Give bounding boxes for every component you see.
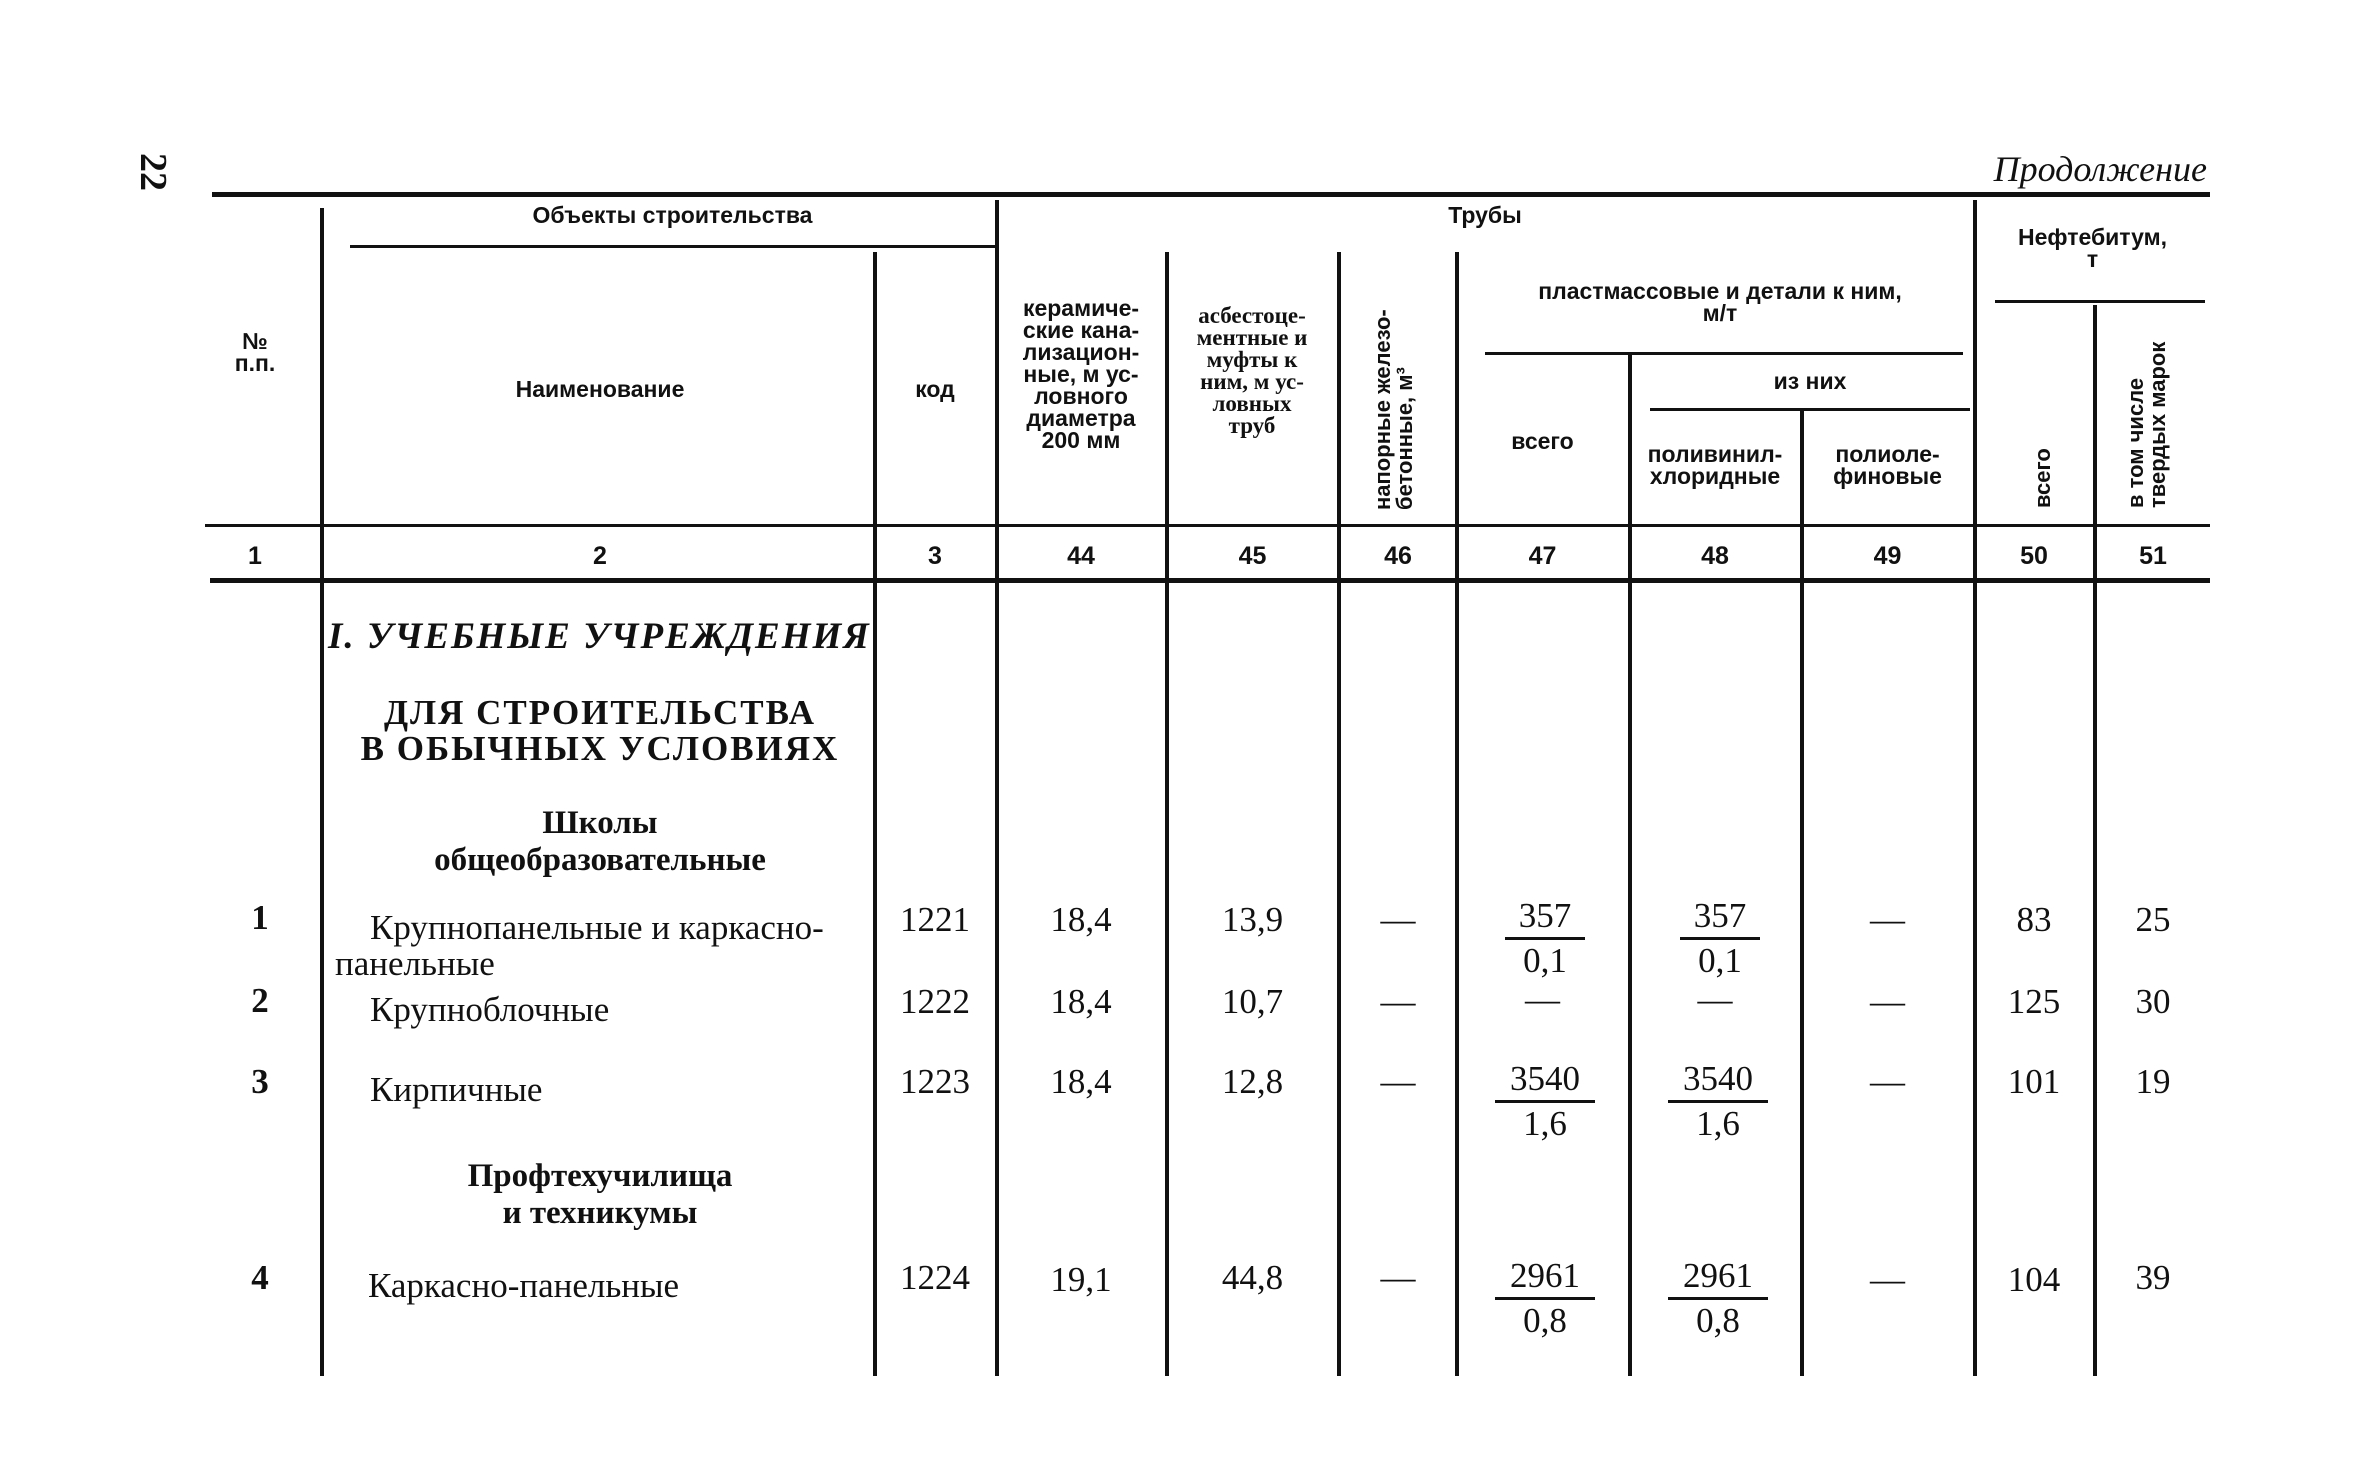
- header-pipes-group: Трубы: [1448, 202, 1522, 228]
- col-number-50: 50: [2020, 542, 2048, 570]
- cell-ceramic: 19,1: [1050, 1260, 1112, 1299]
- col-number-47: 47: [1528, 542, 1557, 570]
- col-number-1: 1: [248, 542, 262, 570]
- cell-bitumen-hard: 19: [2135, 1062, 2171, 1101]
- cell-plastic-total: [1495, 1058, 1595, 1145]
- col-divider-2: [873, 252, 877, 1376]
- col-number-44: 44: [1067, 542, 1095, 570]
- col-number-3: 3: [928, 542, 942, 570]
- cell-ceramic: 18,4: [1050, 1062, 1112, 1101]
- col-number-45: 45: [1238, 542, 1267, 570]
- col-divider-4: [1165, 252, 1169, 1376]
- cell-bitumen-hard: 39: [2135, 1258, 2171, 1297]
- fraction-mass: 1,6: [1696, 1104, 1740, 1143]
- cell-polyolefin: —: [1870, 1062, 1905, 1101]
- numbers-bottom-rule: [210, 578, 2210, 583]
- fraction-length: 357: [1505, 895, 1585, 940]
- header-ceramic: керамиче- ские кана- лизацион- ные, м ус- ловного диаметра 200 мм: [1022, 295, 1140, 453]
- row-name: Крупнопанельные и каркасно- панельные: [335, 908, 824, 983]
- fraction-mass: 0,1: [1698, 941, 1742, 980]
- fraction-mass: 0,8: [1696, 1301, 1740, 1340]
- header-bitumen-hard: в том числе твердых марок: [2123, 341, 2170, 508]
- row-name: Крупноблочные: [370, 990, 610, 1029]
- header-pressure-rc: напорные железо- бетонные, м³: [1370, 309, 1417, 510]
- header-bitumen-group: Нефтебитум, т: [2017, 224, 2168, 272]
- cell-asbestos: 12,8: [1221, 1062, 1284, 1101]
- header-code: код: [915, 376, 955, 402]
- section-subheading: ДЛЯ СТРОИТЕЛЬСТВА В ОБЫЧНЫХ УСЛОВИЯХ: [360, 693, 840, 768]
- col-divider-6: [1455, 252, 1459, 1376]
- cell-asbestos: 10,7: [1221, 982, 1284, 1021]
- continuation-label: Продолжение: [1993, 149, 2207, 189]
- cell-pressure-rc: —: [1380, 900, 1416, 939]
- col-number-2: 2: [593, 542, 607, 570]
- header-pvc: поливинил- хлоридные: [1647, 441, 1783, 489]
- header-objects-group: Объекты строительства: [532, 202, 813, 228]
- row-number: 2: [251, 981, 269, 1020]
- col-divider-7: [1628, 355, 1632, 1376]
- header-bottom-rule: [205, 524, 2210, 527]
- row-number: 1: [251, 898, 269, 937]
- of-them-rule: [1650, 408, 1970, 411]
- page-number: 22: [132, 153, 174, 191]
- fraction-length: 3540: [1495, 1058, 1595, 1103]
- cell-pressure-rc: —: [1380, 1258, 1416, 1297]
- header-of-them: из них: [1773, 368, 1847, 394]
- objects-group-rule: [350, 245, 995, 248]
- col-number-51: 51: [2139, 542, 2167, 570]
- cell-bitumen-hard: 25: [2135, 900, 2171, 939]
- fraction-length: 2961: [1668, 1255, 1768, 1300]
- row-name: Кирпичные: [370, 1070, 543, 1109]
- cell-pressure-rc: —: [1380, 1062, 1416, 1101]
- col-divider-8: [1800, 410, 1804, 1376]
- header-plastic-group: пластмассовые и детали к ним, м/т: [1538, 278, 1902, 326]
- cell-pvc: —: [1697, 980, 1733, 1019]
- cell-polyolefin: —: [1870, 900, 1905, 939]
- row-code: 1222: [900, 982, 970, 1021]
- cell-polyolefin: —: [1870, 982, 1905, 1021]
- fraction-length: 2961: [1495, 1255, 1595, 1300]
- col-divider-5: [1337, 252, 1341, 1376]
- cell-pvc: [1668, 1058, 1768, 1145]
- row-name: Каркасно-панельные: [368, 1266, 680, 1305]
- cell-polyolefin: —: [1870, 1260, 1905, 1299]
- fraction-mass: 0,8: [1523, 1301, 1567, 1340]
- cell-plastic-total: [1495, 1255, 1595, 1342]
- header-plastic-total: всего: [1511, 428, 1574, 454]
- subsection-vocational: Профтехучилища и техникумы: [467, 1158, 733, 1231]
- row-number: 3: [251, 1062, 269, 1101]
- col-divider-3: [995, 200, 999, 1376]
- cell-asbestos: 44,8: [1221, 1258, 1284, 1297]
- plastic-group-rule: [1485, 352, 1963, 355]
- col-number-49: 49: [1873, 542, 1902, 570]
- header-asbestos: асбестоце- ментные и муфты к ним, м ус- ловных труб: [1196, 303, 1308, 438]
- cell-bitumen-total: 104: [2007, 1260, 2061, 1299]
- cell-bitumen-hard: 30: [2135, 982, 2171, 1021]
- cell-bitumen-total: 101: [2007, 1062, 2061, 1101]
- col-divider-9: [1973, 200, 1977, 1376]
- top-rule: [212, 192, 2210, 197]
- col-number-48: 48: [1701, 542, 1729, 570]
- cell-bitumen-total: 83: [2016, 900, 2052, 939]
- cell-pressure-rc: —: [1380, 982, 1416, 1021]
- col-divider-1: [320, 208, 324, 1376]
- row-code: 1221: [900, 900, 970, 939]
- row-code: 1223: [900, 1062, 970, 1101]
- header-bitumen-total: всего: [2030, 448, 2055, 508]
- cell-plastic-total: —: [1525, 980, 1560, 1019]
- cell-bitumen-total: 125: [2007, 982, 2061, 1021]
- cell-ceramic: 18,4: [1050, 900, 1112, 939]
- col-divider-10: [2093, 305, 2097, 1376]
- cell-asbestos: 13,9: [1221, 900, 1284, 939]
- cell-pvc: [1680, 895, 1760, 982]
- section-heading: I. УЧЕБНЫЕ УЧРЕЖДЕНИЯ: [328, 616, 871, 657]
- row-code: 1224: [900, 1258, 970, 1297]
- fraction-length: 3540: [1668, 1058, 1768, 1103]
- cell-plastic-total: [1505, 895, 1585, 982]
- header-polyolefin: полиоле- финовые: [1833, 441, 1942, 489]
- cell-pvc: [1668, 1255, 1768, 1342]
- fraction-mass: 0,1: [1523, 941, 1567, 980]
- col-number-46: 46: [1384, 542, 1412, 570]
- fraction-length: 357: [1680, 895, 1760, 940]
- bitumen-group-rule: [1995, 300, 2205, 303]
- row-number: 4: [251, 1258, 269, 1297]
- header-no: № п.п.: [234, 328, 276, 376]
- header-name: Наименование: [515, 376, 685, 402]
- fraction-mass: 1,6: [1523, 1104, 1567, 1143]
- subsection-schools: Школы общеобразовательные: [434, 805, 766, 878]
- cell-ceramic: 18,4: [1050, 982, 1112, 1021]
